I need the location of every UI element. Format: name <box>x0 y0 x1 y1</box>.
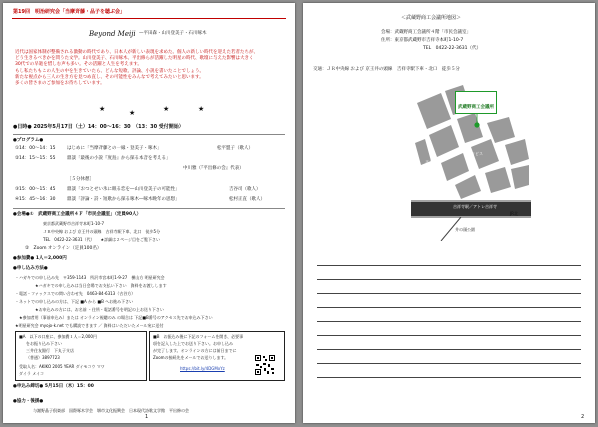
sponsor-list: 与謝野晶子倶楽部 国際啄木学会 堺市文化振興会 日本現代詩歌文学館 平出修の会 <box>33 408 189 413</box>
venue-name: 会場：武蔵野商工会議所４階「市民会議室」 <box>381 30 471 35</box>
station-label: 吉祥寺駅／アトレ吉祥寺 <box>453 204 497 209</box>
qr-code-icon[interactable] <box>254 354 276 376</box>
program-item-time: ①14：00～14：15 <box>15 146 56 151</box>
shop-label: コピス <box>471 151 483 156</box>
venue-tel: TEL 0422-22-3631（代） <box>423 46 481 51</box>
venue-label-text: 武蔵野商工会議所 <box>458 105 494 110</box>
apply-line: ・ネットでの申し込みの方は、下記 ■A から ■B へお進み下さい <box>15 299 134 304</box>
program-item-title: はじめに「当摩斉藤との一縁・登美子・啄木」 <box>67 146 162 151</box>
program-item-time: ④15：45～16：30 <box>15 197 56 202</box>
lead-line: もし私たちもこの人生の中を生きていたら、どんな短歌、評論、小説を書いたことでしょう。 <box>15 68 204 74</box>
program-heading: ●プログラム● <box>13 138 44 143</box>
fee-line: ●参加費● 1人＝2,000円 <box>13 256 67 261</box>
star-icon: ★ <box>163 105 170 113</box>
apply-line: ★お申込みの方には、お名前 ・住所・電話番号を明記の上お送り下さい <box>15 307 164 312</box>
note-line <box>317 293 581 294</box>
box-b-line: が完了します。オンラインの方には前日までに <box>153 348 237 353</box>
event-date: ●日時● 2025年5月17日（土）14：00～16：30 （13：30 受付開始） <box>13 124 184 130</box>
box-a-line: ダイラ メイコ <box>19 371 44 376</box>
lead-text <box>15 50 283 87</box>
divider <box>13 208 285 209</box>
note-line <box>317 321 581 322</box>
shop-label: ヨドバシ <box>425 159 441 164</box>
payment-box-a <box>15 331 147 381</box>
program-item-title: 鼎談「評論・詩・短歌から探る啄木―啄木晩年の思想」 <box>67 197 180 202</box>
form-url-link[interactable]: https://bit.ly/4DGMxYz <box>180 366 225 371</box>
program-item-time: ②14：15～15：55 <box>15 156 56 161</box>
apply-line: ・電話・ファックスでの問い合わせ先 0463-84-6313（吉谷方） <box>15 291 136 296</box>
box-a-line: 三井住友銀行 下丸子支店 <box>26 348 74 353</box>
park-label: 井の頭公園 <box>455 227 475 232</box>
note-line <box>317 265 581 266</box>
program-item-title: 鼎談「おつとせい氷に眠る恋を―山川登美子の可能性」 <box>67 187 180 192</box>
box-b-line: ■B お振込み後に下記のフォームを開き、必要事 <box>153 334 244 339</box>
program-item-title: 鼎談「最後の小説『度島』から探る本音を考える」 <box>67 156 171 161</box>
lead-line: どう生きるべきかを問うた文学。山川登美子、石川啄木、平出修らが活躍した明星の時代、歌壇に与えた影響は大きく <box>15 56 254 62</box>
program-break: ［５分休憩］ <box>67 177 94 182</box>
header-title: 第19回 明治研究会「当摩斉藤・品子を聴ぶ会」 <box>13 9 125 15</box>
venue-address: 住所：東京都武蔵野市吉祥寺本町1-10-7 <box>381 38 464 43</box>
divider <box>13 134 285 135</box>
note-line <box>317 307 581 308</box>
note-line <box>317 349 581 350</box>
note-line <box>317 363 581 364</box>
lead-line: 近代は国家体制が整備される激動の時代であり、日本人が新しい表現を求めた。個人の新しい時代を迎えた若者たちが、 <box>15 50 258 55</box>
venue-tel: TEL 0422-22-3631（代） ★詳細は２ページ目をご覧下さい <box>43 237 161 242</box>
program-item-note: 中川雅（『平出修の会』代表） <box>183 166 244 171</box>
subtitle-en: Beyond Meiji <box>89 30 136 38</box>
program-item-speaker: 吉谷司（歌人） <box>229 187 261 192</box>
page-number: 1 <box>145 414 149 420</box>
program-item-speaker: 松平盟子（歌人） <box>217 146 253 151</box>
page-number: 2 <box>581 414 585 420</box>
box-a-line: （普通）3897723 <box>26 355 60 360</box>
apply-line: ★ハガキでの申し込みは当日会場でお支払い下さい 資料をお渡しします <box>15 283 167 288</box>
shop-label: 東急 <box>499 149 507 154</box>
page-2 <box>303 3 595 423</box>
star-icon: ★ <box>99 105 106 113</box>
box-b-line: Zoomの接続先をメールでお送りします。 <box>153 355 229 360</box>
apply-line: ・ハガキでの申し込み先 〒359-1143 所沢市宮本町1-9-27 横山方 明星研究会 <box>15 275 165 280</box>
subtitle-jp: —平田森・山川登美子・石川啄木 <box>139 31 207 36</box>
apply-heading: ●申し込み方法● <box>13 266 48 271</box>
page-1 <box>3 3 295 423</box>
access-info: 交通：ＪＲ中央線 および 京王井の頭線 吉祥寺駅下車・北口 徒歩５分 <box>313 67 460 72</box>
jr-label: JR北 <box>510 211 518 216</box>
lead-line: 30代での早逝を惜しむ声も多い。その活躍と人生を考えます。 <box>15 62 142 68</box>
zoom-line: ② Zoom オンライン（定員100名） <box>25 246 102 251</box>
lead-line: 多くの皆さまのご参加をお待ちしています。 <box>15 81 105 87</box>
star-icon: ★ <box>198 105 205 113</box>
box-a-line: 受取人名：AKIKO 2005 YEAR ダイモコウ マワ <box>19 364 105 369</box>
note-line <box>317 279 581 280</box>
star-icon: ★ <box>129 109 136 117</box>
box-a-line: ■A 以下の口座に、参加費１人＝2,000円 <box>19 334 97 339</box>
sponsor-heading: ●協力・後援● <box>13 399 44 404</box>
apply-link-line[interactable]: ★明星研究会 myojo-k.net でも購読できます ／ 資料はいただいたメール宛に送付 <box>15 323 164 328</box>
apply-line: ★参加者用（事前申込み）または オンライン視聴のみ の場合は 下記■B番号のアクセス先でお申込み下さい <box>15 315 213 320</box>
lead-line: 新たな視点から三人の生き方を見つめ直し、その可能性をみんなで考えてみたいと思います。 <box>15 74 204 80</box>
box-a-line: をお振り込み下さい <box>26 341 62 346</box>
venue-label <box>455 91 497 114</box>
note-line <box>317 377 581 378</box>
venue-address: 東京都武蔵野市吉祥寺本町1-10-7 <box>43 221 105 226</box>
map-page-title: ＜武蔵野商工会議所地図＞ <box>401 15 462 21</box>
venue-heading: ●会場●① 武蔵野商工会議所４Ｆ「市民会議室」（定員90人） <box>13 212 142 217</box>
program-item-speaker: 松村正直（歌人） <box>229 197 265 202</box>
program-item-time: ③15：00～15：45 <box>15 187 56 192</box>
deadline: ●申込み締切● 5月15日（木）15：00 <box>13 384 94 389</box>
venue-access: ＪＲ中央線 および 京王井の頭線 吉祥寺駅下車、北口 徒歩5分 <box>43 229 161 234</box>
form-box-b <box>149 331 285 381</box>
box-b-line: 項を記入した上でお送り下さい。お申し込み <box>153 341 233 346</box>
note-line <box>317 335 581 336</box>
